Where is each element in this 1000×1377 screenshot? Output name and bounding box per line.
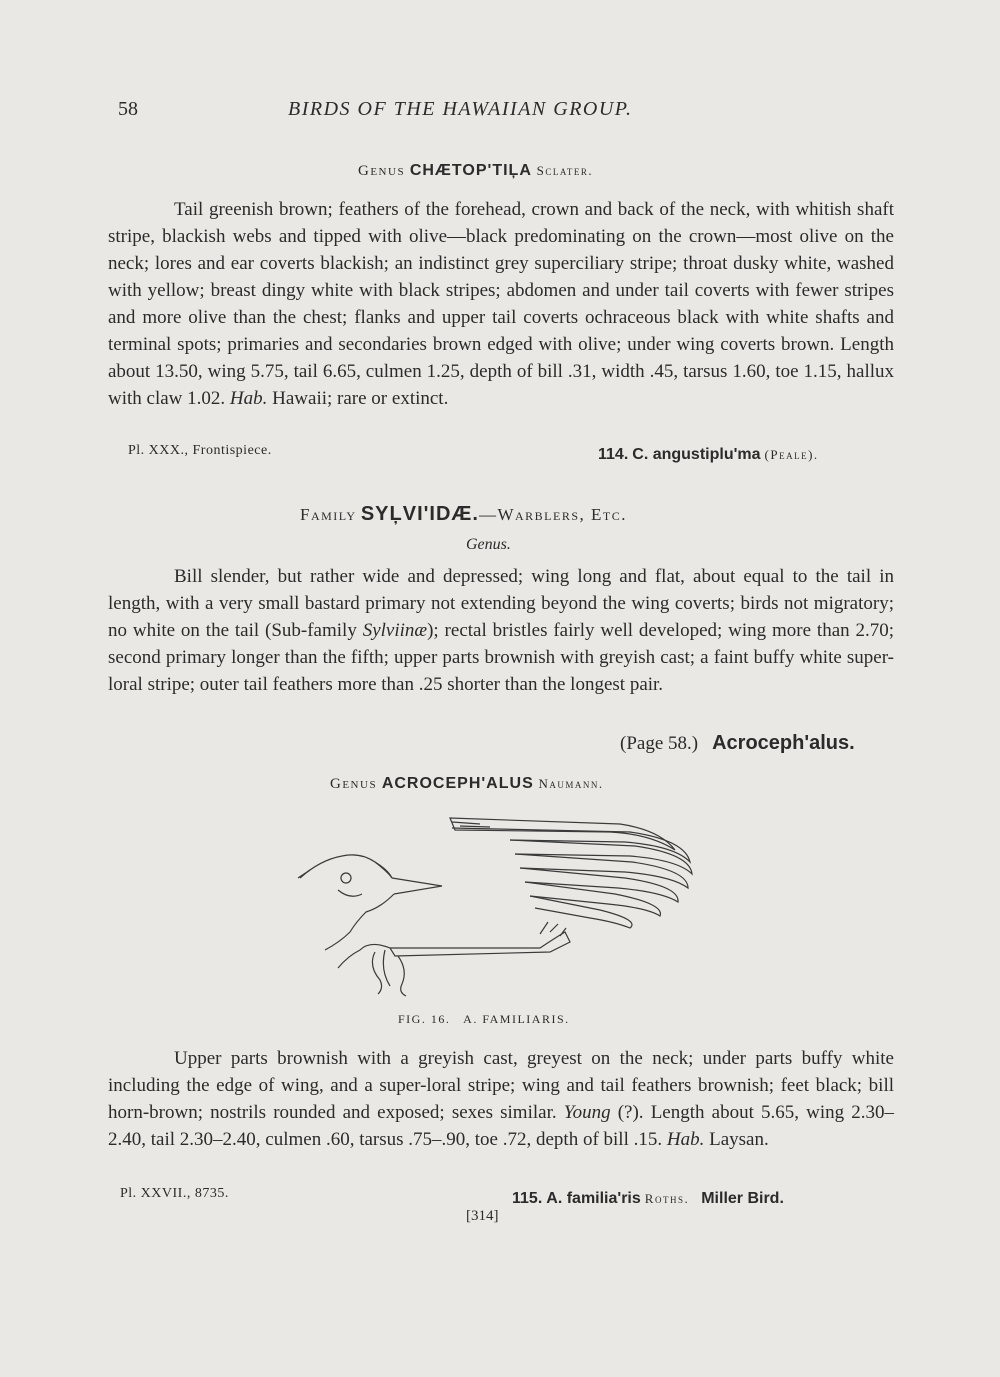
genus-prefix: Genus <box>330 776 378 792</box>
habitat-label: Hab. <box>666 1129 705 1150</box>
habitat-label: Hab. <box>229 388 268 409</box>
species-name: C. angustiplu'ma <box>632 446 761 463</box>
genus-key-heading: Genus. <box>466 536 511 553</box>
description-text: Upper parts brownish with a greyish cast, greyest on the neck; under parts buffy white including the edge of wing, and a super-loral stripe; wing and tail feathers brownish; feet black; bill horn-brown; nostrils rounded and exposed; sexes similar. <box>108 1048 894 1123</box>
habitat-text: Hawaii; rare or extinct. <box>272 388 449 409</box>
figure-caption: FIG. 16. A. FAMILIARIS. <box>398 1012 570 1026</box>
description-text-cont: ); rectal bristles fairly well developed; wing more than 2.70; second primary longer than the fifth; upper parts brownish with greyish cast; a faint buffy white super-loral stripe; outer tail feathers more than .25 shorter than the longest pair. <box>108 620 895 695</box>
family-heading <box>300 503 720 526</box>
plate-reference: Pl. XXVII., 8735. <box>120 1186 229 1201</box>
species-name: A. familia'ris <box>546 1190 641 1207</box>
description-text-cont: (?). Length about 5.65, wing 2.30–2.40, tail 2.30–2.40, culmen .60, tarsus .75–.90, toe .72, depth of bill .15. <box>108 1102 895 1150</box>
description-sylviidae <box>108 563 894 698</box>
species-114 <box>598 446 898 464</box>
signature-mark: [314] <box>466 1208 499 1224</box>
page-number: 58 <box>118 98 138 120</box>
description-text: Bill slender, but rather wide and depressed; wing long and flat, about equal to the tail in length, with a very small bastard primary not extending beyond the wing coverts; birds not migratory; no white on the tail (Sub-family <box>108 566 894 641</box>
family-name: SYĻVI'IDÆ. <box>360 503 479 525</box>
plate-reference: Pl. XXX., Frontispiece. <box>128 443 272 458</box>
common-name: Miller Bird. <box>701 1190 784 1207</box>
key-reference <box>620 732 900 755</box>
species-author: (Peale). <box>764 447 819 462</box>
genus-prefix: Genus <box>358 163 406 179</box>
description-text: Tail greenish brown; feathers of the forehead, crown and back of the neck, with whitish shaft stripe, blackish webs and tipped with olive—black predominating on the crown—most olive on the neck; lores and ear coverts blackish; an indistinct grey superciliary stripe; throat dusky white, washed with yellow; breast dingy white with black stripes; abdomen and under tail coverts with fewer stripes and more olive than the chest; flanks and upper tail coverts ochraceous black with white shafts and terminal spots; primaries and secondaries brown edged with olive; under wing coverts brown. Length about 13.50, wing 5.75, tail 6.65, culmen 1.25, depth of bill .31, width .45, tarsus 1.60, toe 1.15, hallux with claw 1.02. <box>108 199 894 409</box>
species-115 <box>512 1190 902 1208</box>
genus-heading-chaetoptila <box>358 162 758 180</box>
bird-anatomy-illustration <box>280 810 720 1000</box>
genus-name: CHÆTOP'TIĻA <box>409 162 532 179</box>
species-number: 115. <box>512 1190 543 1207</box>
family-prefix: Family <box>300 505 357 524</box>
habitat-text: Laysan. <box>709 1129 769 1150</box>
young-label: Young <box>563 1102 611 1123</box>
wing-drawing <box>450 818 692 928</box>
foot-drawing <box>338 922 570 996</box>
genus-heading-acrocephalus <box>330 775 750 793</box>
genus-name: ACROCEPH'ALUS <box>381 775 534 792</box>
species-number: 114. <box>598 446 629 463</box>
description-chaetoptila <box>108 196 894 412</box>
head-drawing <box>298 855 442 950</box>
subfamily-name: Sylviinæ <box>362 620 428 641</box>
genus-author: Naumann. <box>538 776 604 791</box>
family-common: —Warblers, Etc. <box>478 505 627 524</box>
genus-author: Sclater. <box>536 163 594 178</box>
description-acrocephalus <box>108 1045 894 1153</box>
key-genus: Acroceph'alus. <box>712 732 855 754</box>
running-title: BIRDS OF THE HAWAIIAN GROUP. <box>288 98 633 120</box>
species-author: Roths. <box>644 1191 690 1206</box>
key-page: (Page 58.) <box>620 733 699 754</box>
